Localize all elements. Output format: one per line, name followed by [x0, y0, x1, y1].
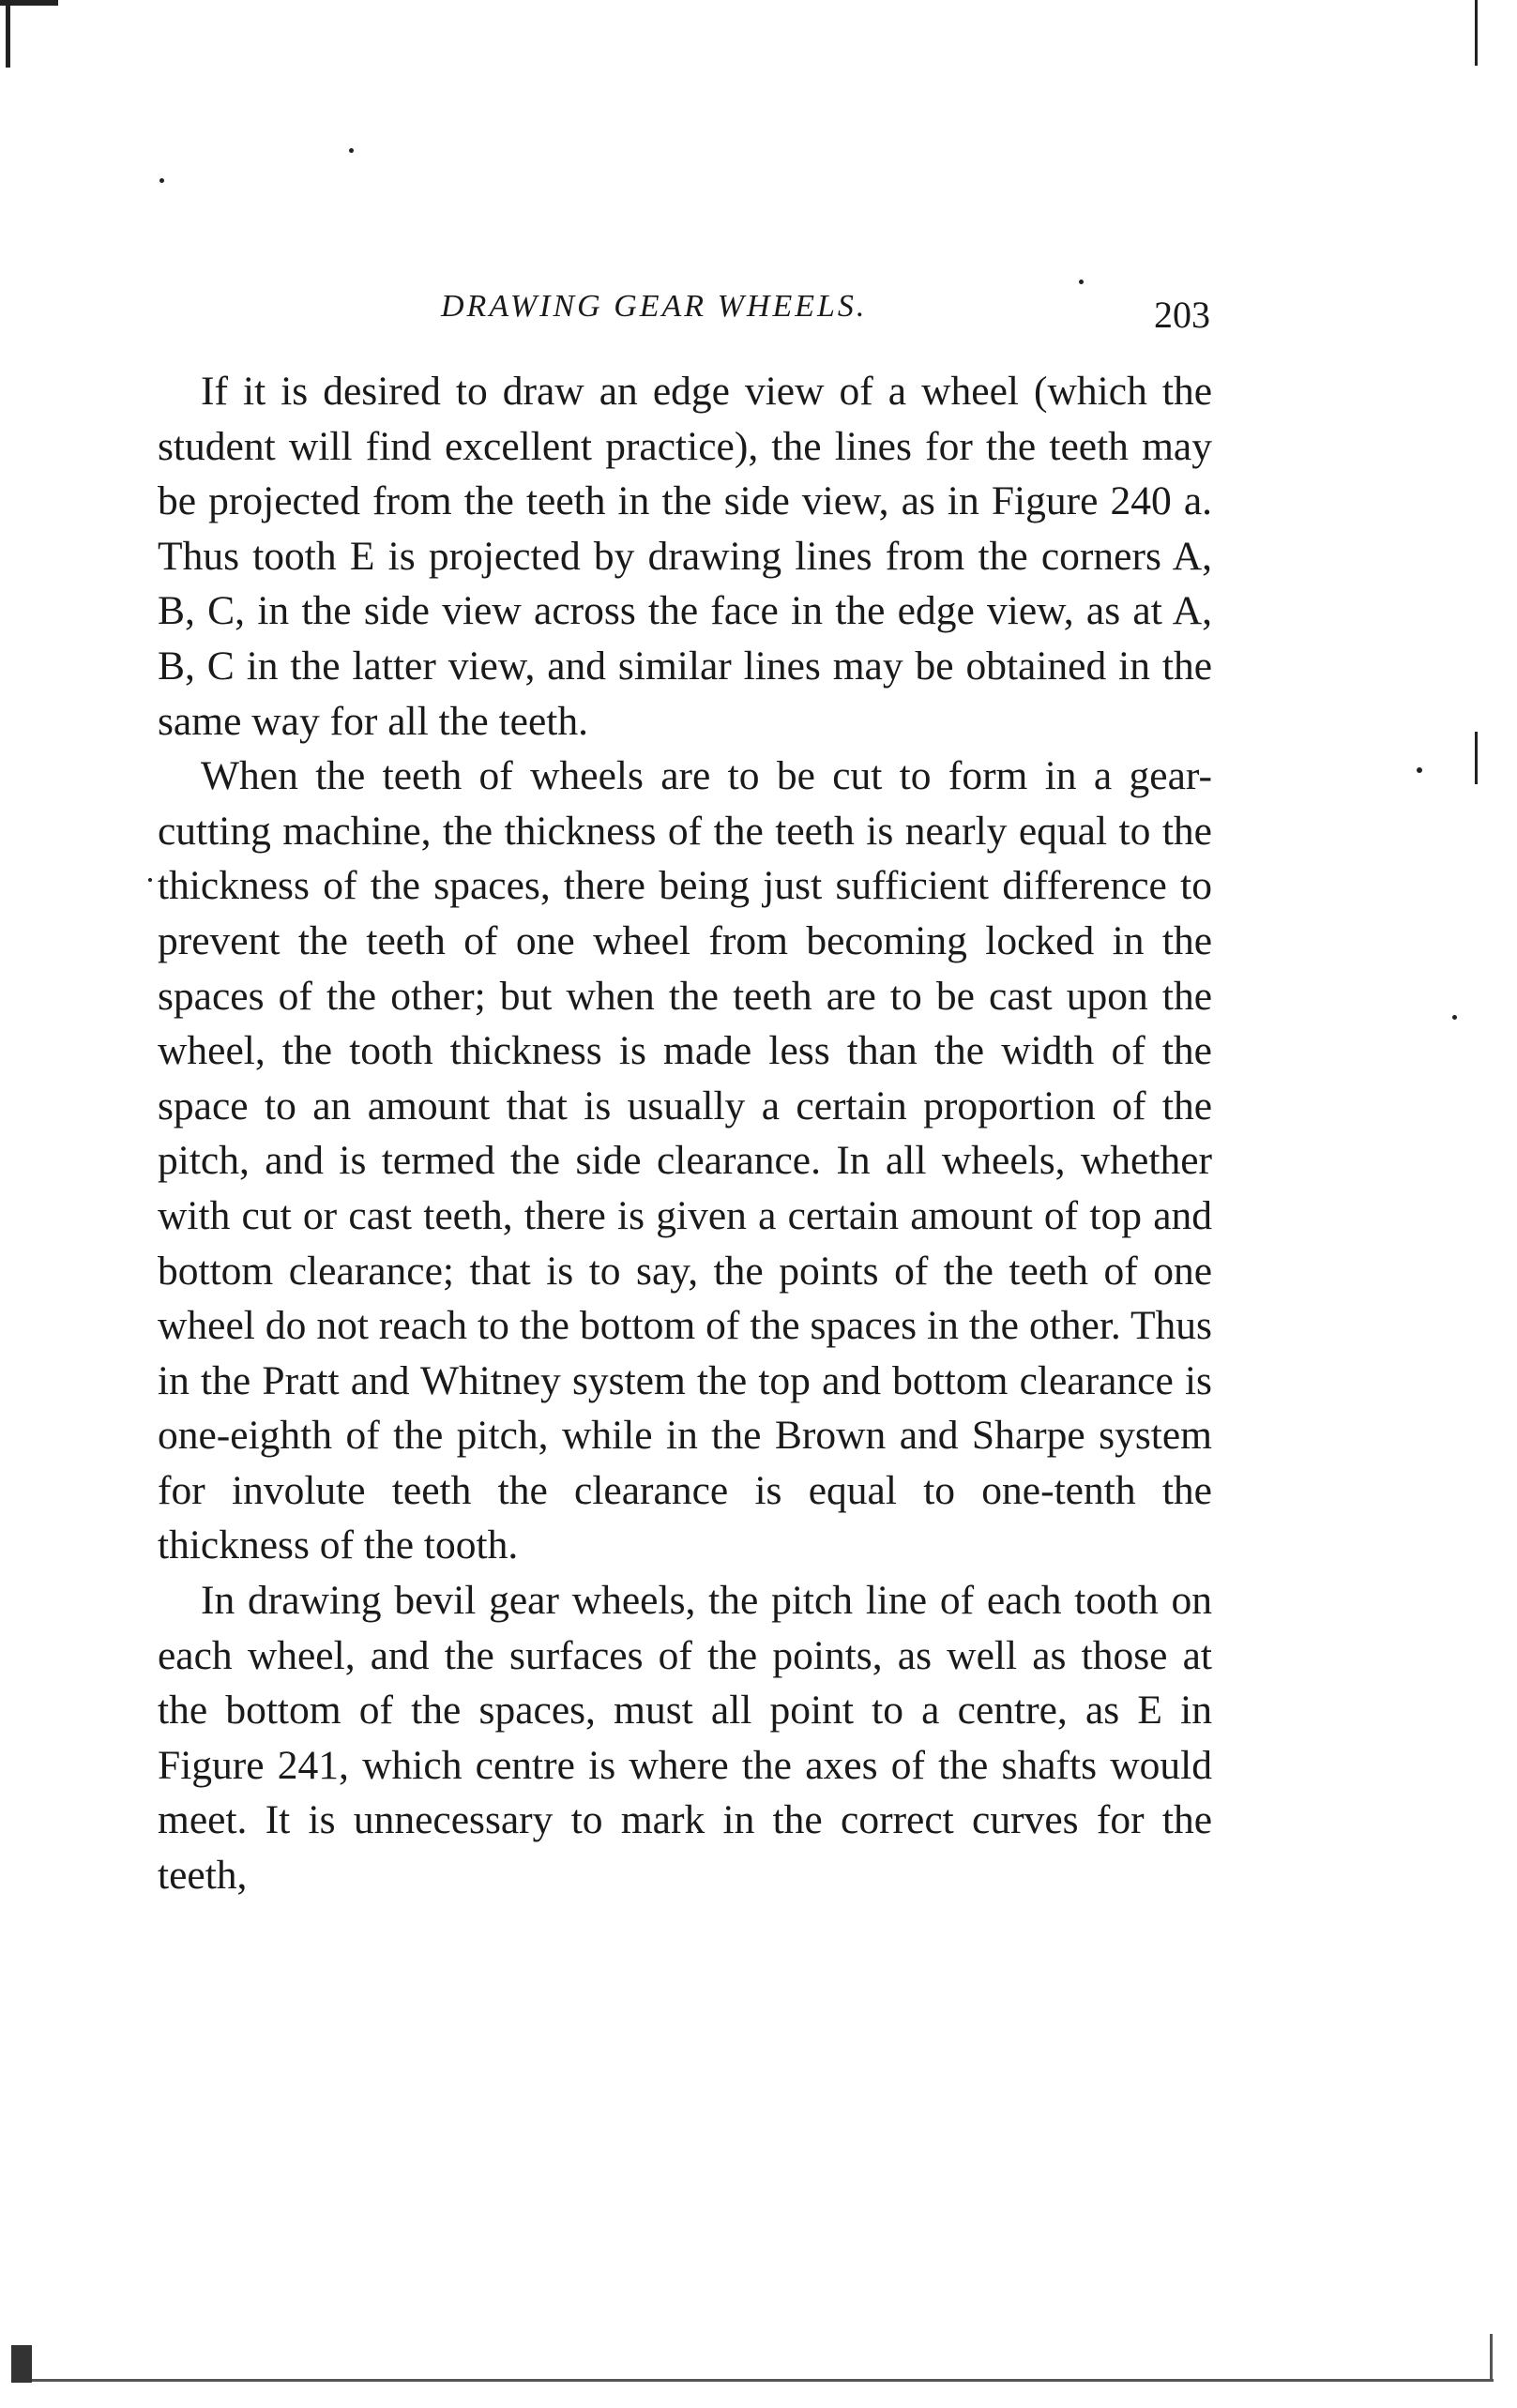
- scan-artifact: [13, 2379, 1494, 2382]
- scan-artifact: [1452, 1015, 1457, 1020]
- paragraph: If it is desired to draw an edge view of a wheel (which the student will find excellent practice), the lines for the teeth may be projected from the teeth in the side view, as in Figure 240 a. Thus tooth E is projected by drawing lines from the corners A, B, C, in the side view across the face in the edge view, as at A, B, C in the latter view, and similar lines may be obtained in the same way for all the teeth.: [158, 369, 1212, 744]
- scan-artifact: [1490, 2334, 1493, 2381]
- body-text: [158, 364, 1212, 1903]
- paragraph: When the teeth of wheels are to be cut to form in a gear-cutting machine, the thickness of the teeth is nearly equal to the thickness of the spaces, there being just sufficient difference to prevent the teeth of one wheel from becoming locked in the spaces of the other; but when the teeth are to be cast upon the wheel, the tooth thickness is made less than the width of the space to an amount that is usually a certain proportion of the pitch, and is termed the side clearance. In all wheels, whether with cut or cast teeth, there is given a certain amount of top and bottom clearance; that is to say, the points of the teeth of one wheel do not reach to the bottom of the spaces in the other. Thus in the Pratt and Whitney system the top and bottom clearance is one-eighth of the pitch, while in the Brown and Sharpe system for involute teeth the clearance is equal to one-tenth the thickness of the tooth.: [158, 753, 1212, 1568]
- scan-artifact: [1475, 732, 1478, 784]
- scan-artifact: [6, 0, 10, 68]
- scan-artifact: [1079, 280, 1084, 284]
- running-head: [159, 289, 1210, 345]
- scan-artifact: [148, 878, 152, 882]
- running-title: DRAWING GEAR WHEELS.: [441, 289, 868, 324]
- scan-artifact: [1417, 767, 1422, 773]
- scan-artifact: [159, 178, 164, 183]
- scan-artifact: [11, 2345, 32, 2383]
- page-number: 203: [1154, 294, 1210, 336]
- scan-artifact: [349, 148, 354, 153]
- scan-artifact: [1475, 0, 1478, 66]
- paragraph: In drawing bevil gear wheels, the pitch line of each tooth on each wheel, and the surfaces of the points, as well as those at the bottom of the spaces, must all point to a centre, as E in Figure 241, which centre is where the axes of the shafts would meet. It is unnecessary to mark in the correct curves for the teeth,: [158, 1578, 1212, 1899]
